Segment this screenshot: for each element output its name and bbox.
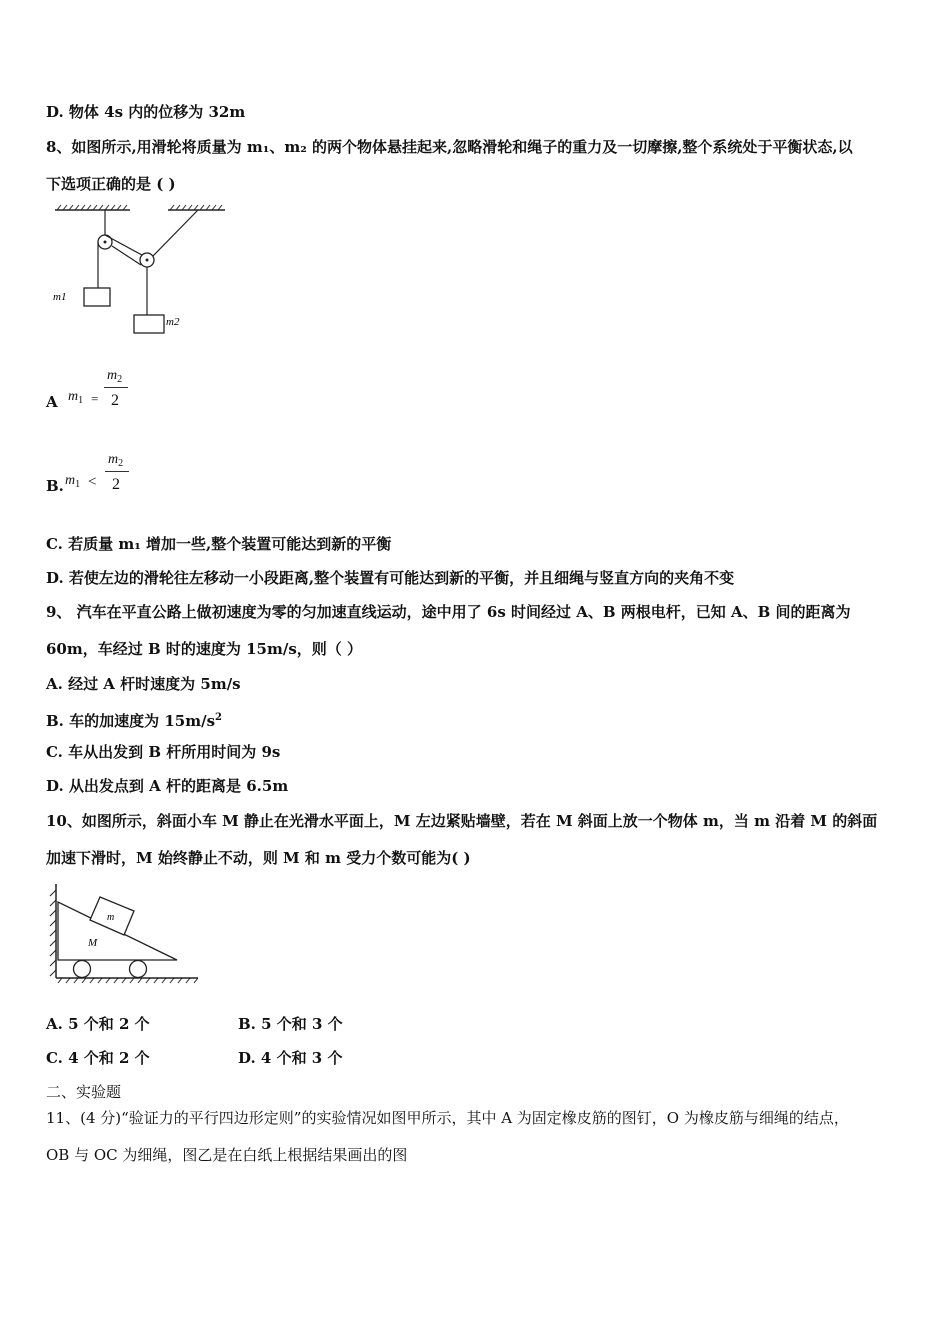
q8-b-less-than: < [88, 474, 97, 490]
q9-option-b: B. 车的加速度为 $15m/s^2$ [46, 712, 222, 730]
q8-a-lhs: $m_1$ [68, 389, 84, 406]
q8-option-b-prefix: B. [46, 477, 64, 495]
q8-b-denominator: 2 [112, 476, 120, 493]
wheel-left [74, 961, 91, 978]
q9-stem-line1: 9、 汽车在平直公路上做初速度为零的匀加速直线运动，途中用了 6s 时间经过 A、B 两根电杆，已知 A、B 间的距离为 [46, 603, 851, 621]
q9-option-c: C. 车从出发到 B 杆所用时间为 9s [46, 743, 281, 761]
section-heading-experiment: 二、实验题 [46, 1083, 122, 1101]
label-m2: m2 [166, 316, 180, 328]
right-ceiling [168, 205, 225, 210]
label-m: m [107, 912, 115, 923]
q8-b-numerator: $m_2$ [108, 452, 124, 469]
q8-b-lhs: $m_1$ [65, 473, 81, 490]
q10-option-b: B. 5 个和 3 个 [238, 1015, 343, 1033]
left-ceiling [55, 205, 130, 210]
q11-stem-line2: OB 与 OC 为细绳，图乙是在白纸上根据结果画出的图 [46, 1146, 408, 1164]
q11-stem-line1: 11、(4 分)“验证力的平行四边形定则”的实验情况如图甲所示，其中 A 为固定橡皮筋的图钉，O 为橡皮筋与细绳的结点， [46, 1109, 849, 1127]
q9-stem-line2: 60m，车经过 B 时的速度为 15m/s，则（ ） [46, 640, 362, 658]
q9-option-d: D. 从出发点到 A 杆的距离是 6.5m [46, 777, 289, 795]
label-m1: m1 [53, 291, 67, 303]
q7-option-d: D. 物体 4s 内的位移为 32m [46, 103, 246, 121]
q8-pulley-figure [50, 200, 230, 340]
mass-m2 [134, 315, 164, 333]
q8-option-d: D. 若使左边的滑轮往左移动一小段距离,整个装置有可能达到新的平衡，并且细绳与竖直方向的夹角不变 [46, 569, 735, 587]
q8-a-equals: = [91, 391, 99, 406]
q10-option-d: D. 4 个和 3 个 [238, 1049, 343, 1067]
mass-m1 [84, 288, 110, 306]
q8-a-numerator: $m_2$ [107, 368, 123, 385]
q8-option-a-prefix: A [46, 393, 58, 411]
q10-stem-line2: 加速下滑时，M 始终静止不动，则 M 和 m 受力个数可能为( ) [46, 849, 471, 867]
q8-stem-line1: 8、如图所示,用滑轮将质量为 m₁、m₂ 的两个物体悬挂起来,忽略滑轮和绳子的重力及一切摩擦,整个系统处于平衡状态,以 [46, 138, 853, 156]
wall-hatching [50, 890, 56, 976]
label-M: M [88, 937, 98, 949]
q10-incline-figure [42, 880, 202, 988]
q10-option-a: A. 5 个和 2 个 [46, 1015, 150, 1033]
wheel-right [130, 961, 147, 978]
q8-option-c: C. 若质量 m₁ 增加一些,整个装置可能达到新的平衡 [46, 535, 392, 553]
q8-a-denominator: 2 [111, 392, 119, 409]
q10-stem-line1: 10、如图所示，斜面小车 M 静止在光滑水平面上，M 左边紧贴墙壁，若在 M 斜面上放一个物体 m，当 m 沿着 M 的斜面 [46, 812, 878, 830]
q9-option-a: A. 经过 A 杆时速度为 5m/s [46, 675, 241, 693]
q8-b-fraction-bar [105, 471, 129, 472]
q8-stem-line2: 下选项正确的是 ( ) [46, 175, 176, 193]
q10-option-c: C. 4 个和 2 个 [46, 1049, 150, 1067]
q8-a-fraction-bar [104, 387, 128, 388]
